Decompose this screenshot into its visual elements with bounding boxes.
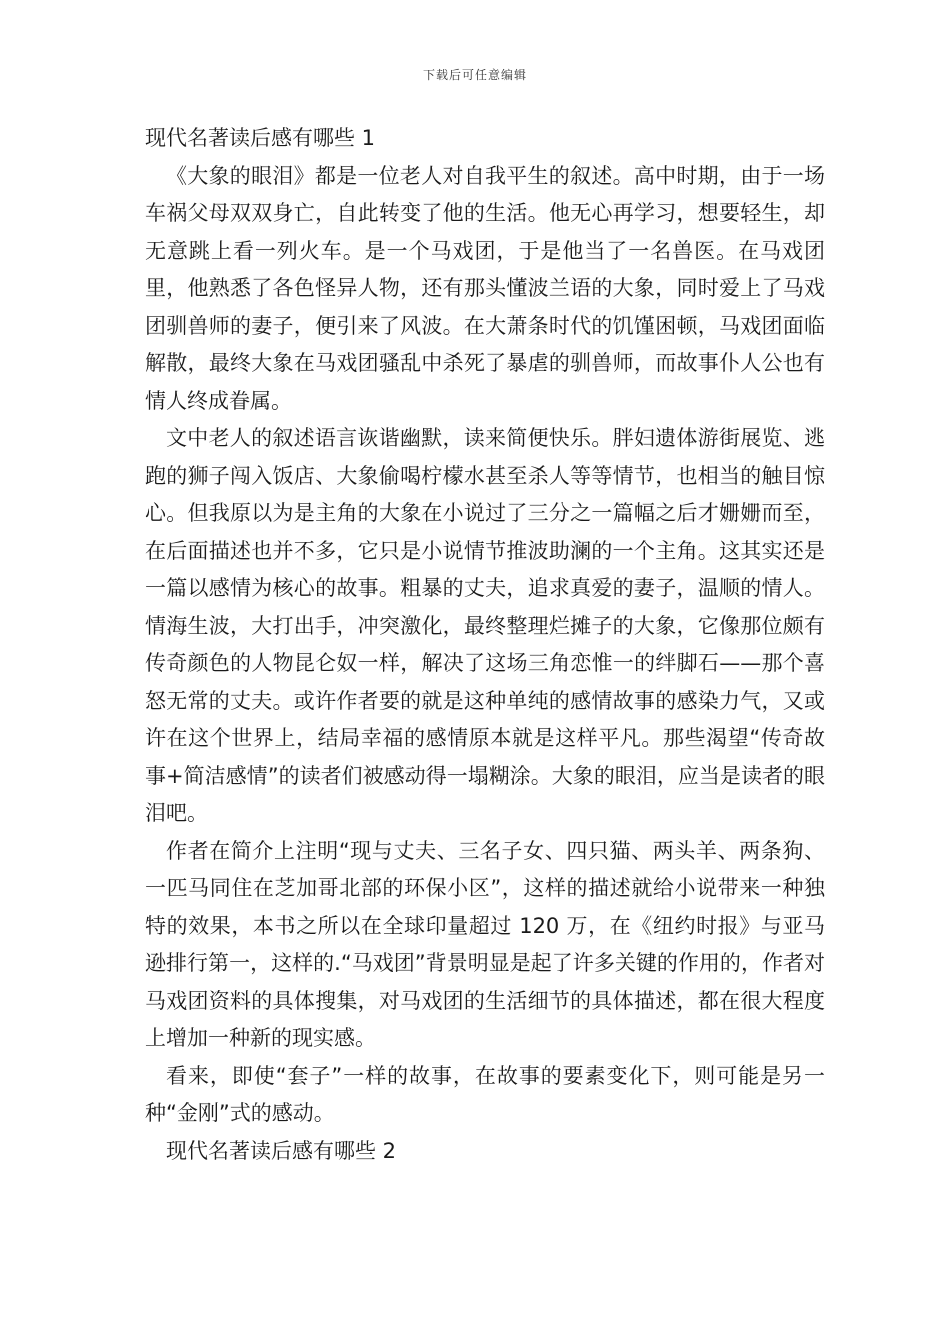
paragraph-1: 《大象的眼泪》都是一位老人对自我平生的叙述。高中时期，由于一场车祸父母双双身亡，自此转变了他的生活。他无心再学习，想要轻生，却无意跳上看一列火车。是一个马戏团，于是他当了一名兽医。在马戏团里，他熟悉了各色怪异人物，还有那头懂波兰语的大象，同时爱上了马戏团驯兽师的妻子，便引来了风波。在大萧条时代的饥馑困顿，马戏团面临解散，最终大象在马戏团骚乱中杀死了暴虐的驯兽师，而故事仆人公也有情人终成眷属。	[145, 163, 825, 413]
document-body	[145, 120, 825, 1170]
paragraph-4: 看来，即使“套子”一样的故事，在故事的要素变化下，则可能是另一种“金刚”式的感动。	[145, 1063, 825, 1125]
paragraph-3: 作者在简介上注明“现与丈夫、三名子女、四只猫、两头羊、两条狗、一匹马同住在芝加哥北部的环保小区”，这样的描述就给小说带来一种独特的效果，本书之所以在全球印量超过 120 万，在《纽约时报》与亚马逊排行第一，这样的.“马戏团”背景明显是起了许多关键的作用的，作者对马戏团资料的具体搜集，对马戏团的生活细节的具体描述，都在很大程度上增加一种新的现实感。	[145, 838, 825, 1050]
section-heading-1: 现代名著读后感有哪些 1	[145, 126, 376, 150]
paragraph-2: 文中老人的叙述语言诙谐幽默，读来简便快乐。胖妇遗体游街展览、逃跑的狮子闯入饭店、大象偷喝柠檬水甚至杀人等等情节，也相当的触目惊心。但我原以为是主角的大象在小说过了三分之一篇幅之后才姗姗而至，在后面描述也并不多，它只是小说情节推波助澜的一个主角。这其实还是一篇以感情为核心的故事。粗暴的丈夫，追求真爱的妻子，温顺的情人。情海生波，大打出手，冲突激化，最终整理烂摊子的大象，它像那位颇有传奇颜色的人物昆仑奴一样，解决了这场三角恋惟一的绊脚石——那个喜怒无常的丈夫。或许作者要的就是这种单纯的感情故事的感染力气，又或许在这个世界上，结局幸福的感情原本就是这样平凡。那些渴望“传奇故事+简洁感情”的读者们被感动得一塌糊涂。大象的眼泪，应当是读者的眼泪吧。	[145, 426, 825, 825]
section-heading-2: 现代名著读后感有哪些 2	[166, 1138, 397, 1163]
page-header: 下载后可任意编辑	[422, 68, 527, 82]
